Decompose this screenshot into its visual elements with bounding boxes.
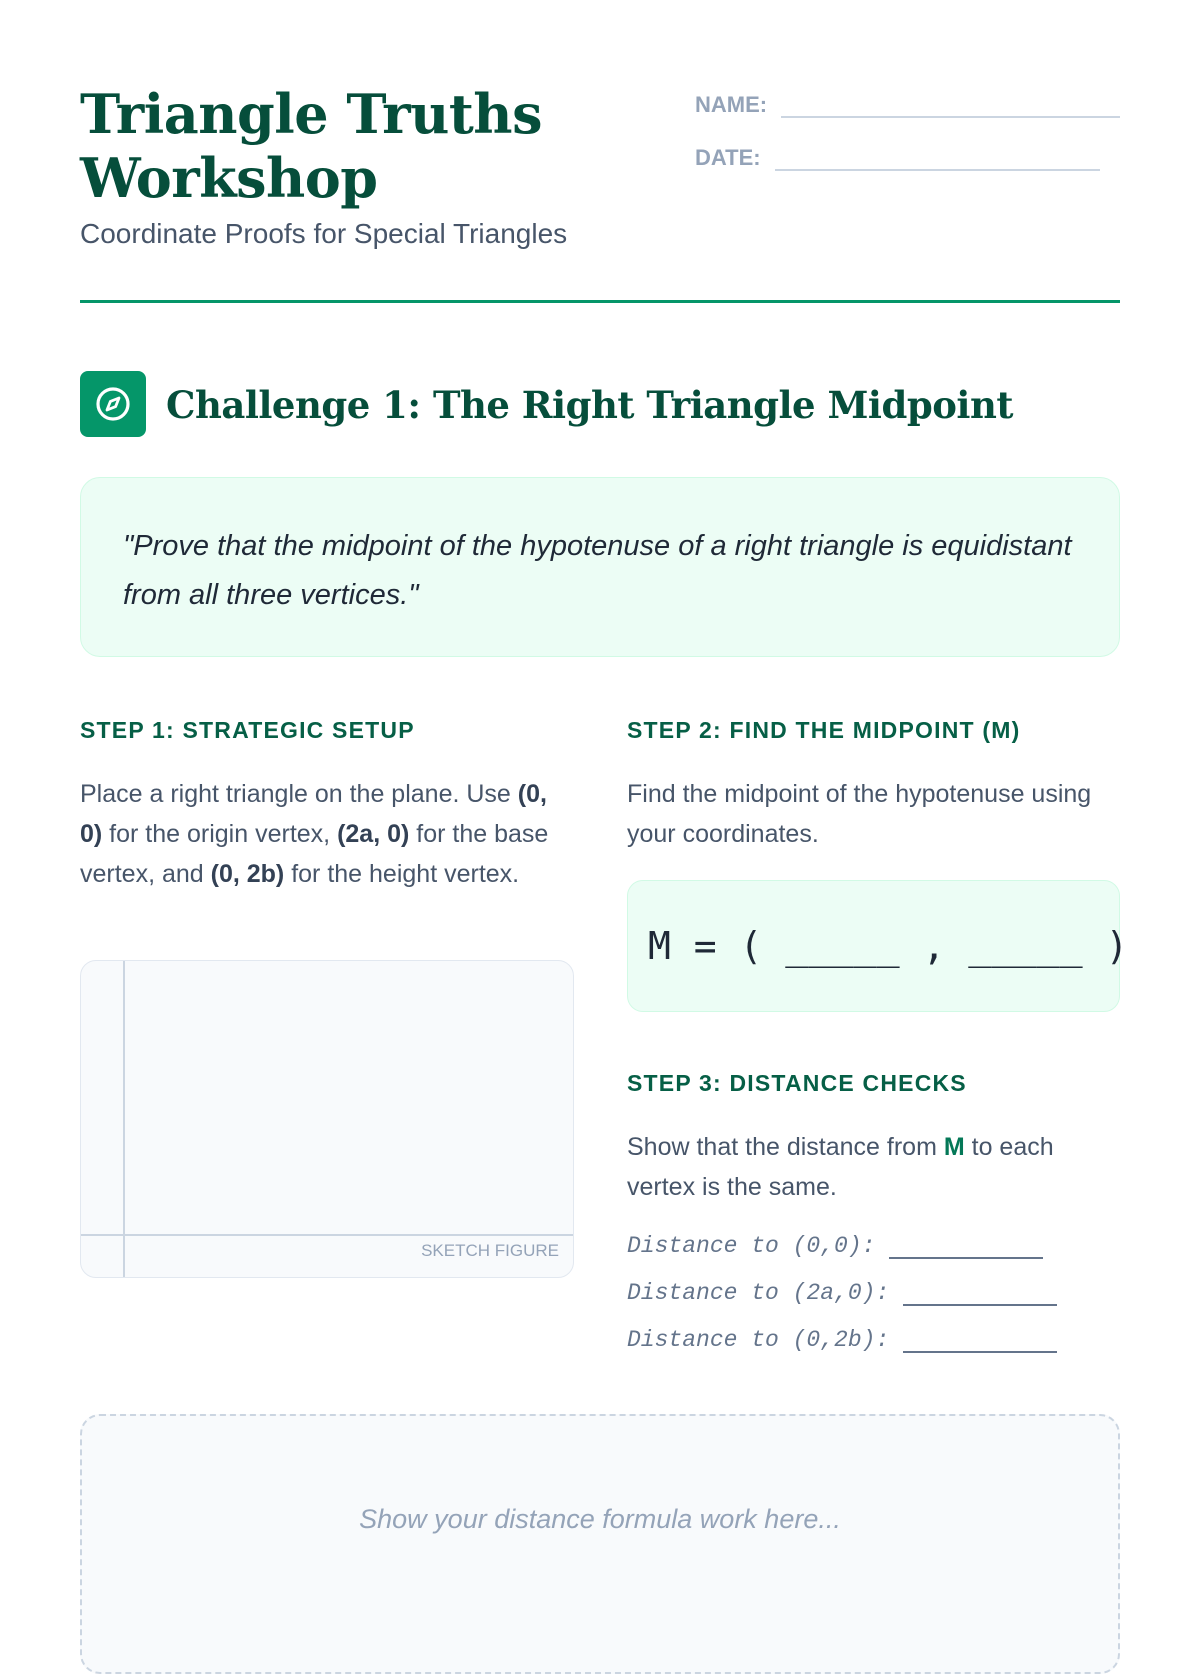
- name-label: NAME:: [695, 92, 768, 117]
- distance-label: Distance to (0,0):: [627, 1233, 876, 1259]
- distance-label: Distance to (0,2b):: [627, 1327, 890, 1353]
- distance-blank[interactable]: [903, 1284, 1057, 1306]
- step1-text-part: Place a right triangle on the plane. Use: [80, 780, 518, 808]
- coord-base: (2a, 0): [337, 820, 410, 848]
- coord-height: (0, 2b): [210, 860, 285, 888]
- distance-label: Distance to (2a,0):: [627, 1280, 890, 1306]
- sketch-y-axis: [123, 961, 125, 1277]
- challenge-prompt: "Prove that the midpoint of the hypotenuse of a right triangle is equidistant from all three vertices.": [80, 477, 1120, 657]
- sketch-label: SKETCH FIGURE: [421, 1241, 559, 1260]
- step1-text-part: for the base vertex, and: [80, 820, 549, 888]
- distance-row: [627, 1233, 1043, 1259]
- step3-heading: STEP 3: DISTANCE CHECKS: [627, 1070, 967, 1096]
- sketch-area[interactable]: [80, 960, 574, 1278]
- step1-heading: STEP 1: STRATEGIC SETUP: [80, 717, 415, 743]
- name-row: [695, 86, 1120, 118]
- header-divider: [80, 300, 1120, 303]
- step3-text: [627, 1127, 1120, 1207]
- worksheet-page: [80, 0, 1129, 1600]
- step2-text: Find the midpoint of the hypotenuse using your coordinates.: [627, 780, 1092, 848]
- step2-heading: STEP 2: FIND THE MIDPOINT (M): [627, 717, 1021, 743]
- page-title: Triangle Truths Workshop: [80, 82, 542, 210]
- step3-text-part: to each vertex is the same.: [627, 1133, 1054, 1201]
- step3-text-part: Show that the distance from: [627, 1133, 944, 1161]
- step1-text: [80, 774, 574, 894]
- work-placeholder: Show your distance formula work here...: [359, 1504, 841, 1534]
- name-field[interactable]: [781, 88, 1120, 118]
- distance-blank[interactable]: [903, 1331, 1057, 1353]
- sketch-x-axis: [81, 1234, 573, 1236]
- student-info: [695, 86, 1120, 192]
- compass-icon: [80, 371, 146, 437]
- page-subtitle: Coordinate Proofs for Special Triangles: [80, 218, 568, 249]
- challenge-title: Challenge 1: The Right Triangle Midpoint: [166, 383, 1013, 427]
- midpoint-symbol: M: [943, 1133, 965, 1161]
- midpoint-formula[interactable]: M = ( _____ , _____ ): [627, 880, 1120, 1012]
- date-label: DATE:: [695, 145, 761, 170]
- coord-origin: (0, 0): [80, 780, 547, 848]
- step1-text-part: for the origin vertex,: [102, 820, 338, 848]
- distance-blank[interactable]: [889, 1237, 1043, 1259]
- distance-row: [627, 1327, 1057, 1353]
- date-field[interactable]: [775, 141, 1100, 171]
- date-row: [695, 139, 1100, 171]
- work-area[interactable]: [80, 1414, 1120, 1674]
- step1-text-part: for the height vertex.: [284, 860, 520, 888]
- distance-row: [627, 1280, 1057, 1306]
